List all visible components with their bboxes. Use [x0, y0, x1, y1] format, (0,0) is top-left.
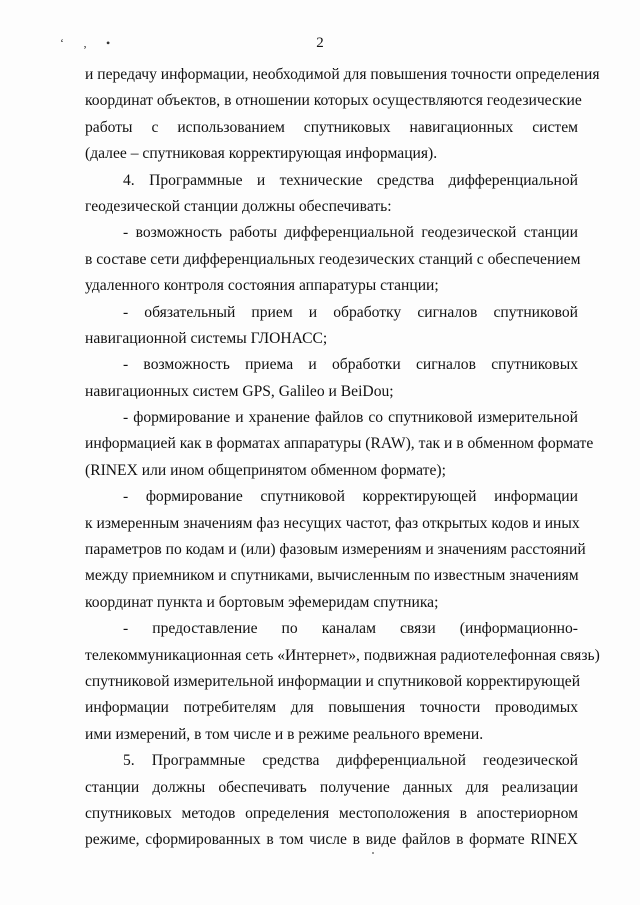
text-line: информацией как в форматах аппаратуры (RAW), так и в обменном формате — [85, 435, 594, 453]
text-line: параметров по кодам и (или) фазовым измерениям и значениям расстояний — [85, 541, 586, 559]
document-body — [85, 62, 600, 854]
text-line: спутниковой измерительной информации и спутниковой корректирующей — [85, 672, 581, 690]
text-line: координат пункта и бортовым эфемеридам спутника; — [85, 593, 439, 611]
text-line: в составе сети дифференциальных геодезических станций с обеспечением — [85, 250, 581, 268]
text-line: - возможность приема и обработки сигналов спутниковых — [123, 356, 578, 374]
margin-marks: ‘ ‚ • — [60, 36, 119, 50]
text-line: режиме, сформированных в том числе в виде файлов в формате RINEX — [85, 831, 578, 849]
text-line: навигационной системы ГЛОНАСС; — [85, 329, 328, 347]
text-line: информации потребителям для повышения точности проводимых — [85, 699, 578, 717]
text-line: координат объектов, в отношении которых осуществляются геодезические — [85, 92, 582, 110]
text-line: - формирование спутниковой корректирующей информации — [123, 488, 578, 506]
text-line: удаленного контроля состояния аппаратуры станции; — [85, 277, 439, 295]
text-line: геодезической станции должны обеспечивать: — [85, 197, 392, 215]
text-line: (RINEX или ином общепринятом обменном формате); — [85, 461, 446, 479]
text-line: телекоммуникационная сеть «Интернет», подвижная радиотелефонная связь) — [85, 646, 600, 664]
text-line: работы с использованием спутниковых навигационных систем — [85, 118, 578, 136]
text-line: 5. Программные средства дифференциальной геодезической — [123, 752, 578, 770]
text-line: - формирование и хранение файлов со спутниковой измерительной — [123, 409, 578, 427]
text-line: (далее – спутниковая корректирующая информация). — [85, 145, 438, 163]
text-line: к измеренным значениям фаз несущих частот, фаз открытых кодов и иных — [85, 514, 580, 532]
text-line: навигационных систем GPS, Galileo и BeiDou; — [85, 382, 394, 400]
text-line: 4. Программные и технические средства дифференциальной — [123, 171, 578, 189]
page-number: 2 — [316, 35, 324, 51]
text-line: - возможность работы дифференциальной геодезической станции — [123, 224, 578, 242]
text-line: и передачу информации, необходимой для повышения точности определения — [85, 66, 600, 83]
text-line: - предоставление по каналам связи (информационно- — [123, 620, 578, 638]
text-line: спутниковых методов определения местоположения в апостериорном — [85, 804, 578, 822]
text-line: станции должны обеспечивать получение данных для реализации — [85, 778, 578, 796]
text-line: между приемником и спутниками, вычисленным по известным значениям — [85, 567, 579, 585]
scan-speck — [372, 852, 374, 854]
text-line: ими измерений, в том числе и в режиме реального времени. — [85, 725, 484, 743]
text-line: - обязательный прием и обработку сигналов спутниковой — [123, 303, 578, 321]
